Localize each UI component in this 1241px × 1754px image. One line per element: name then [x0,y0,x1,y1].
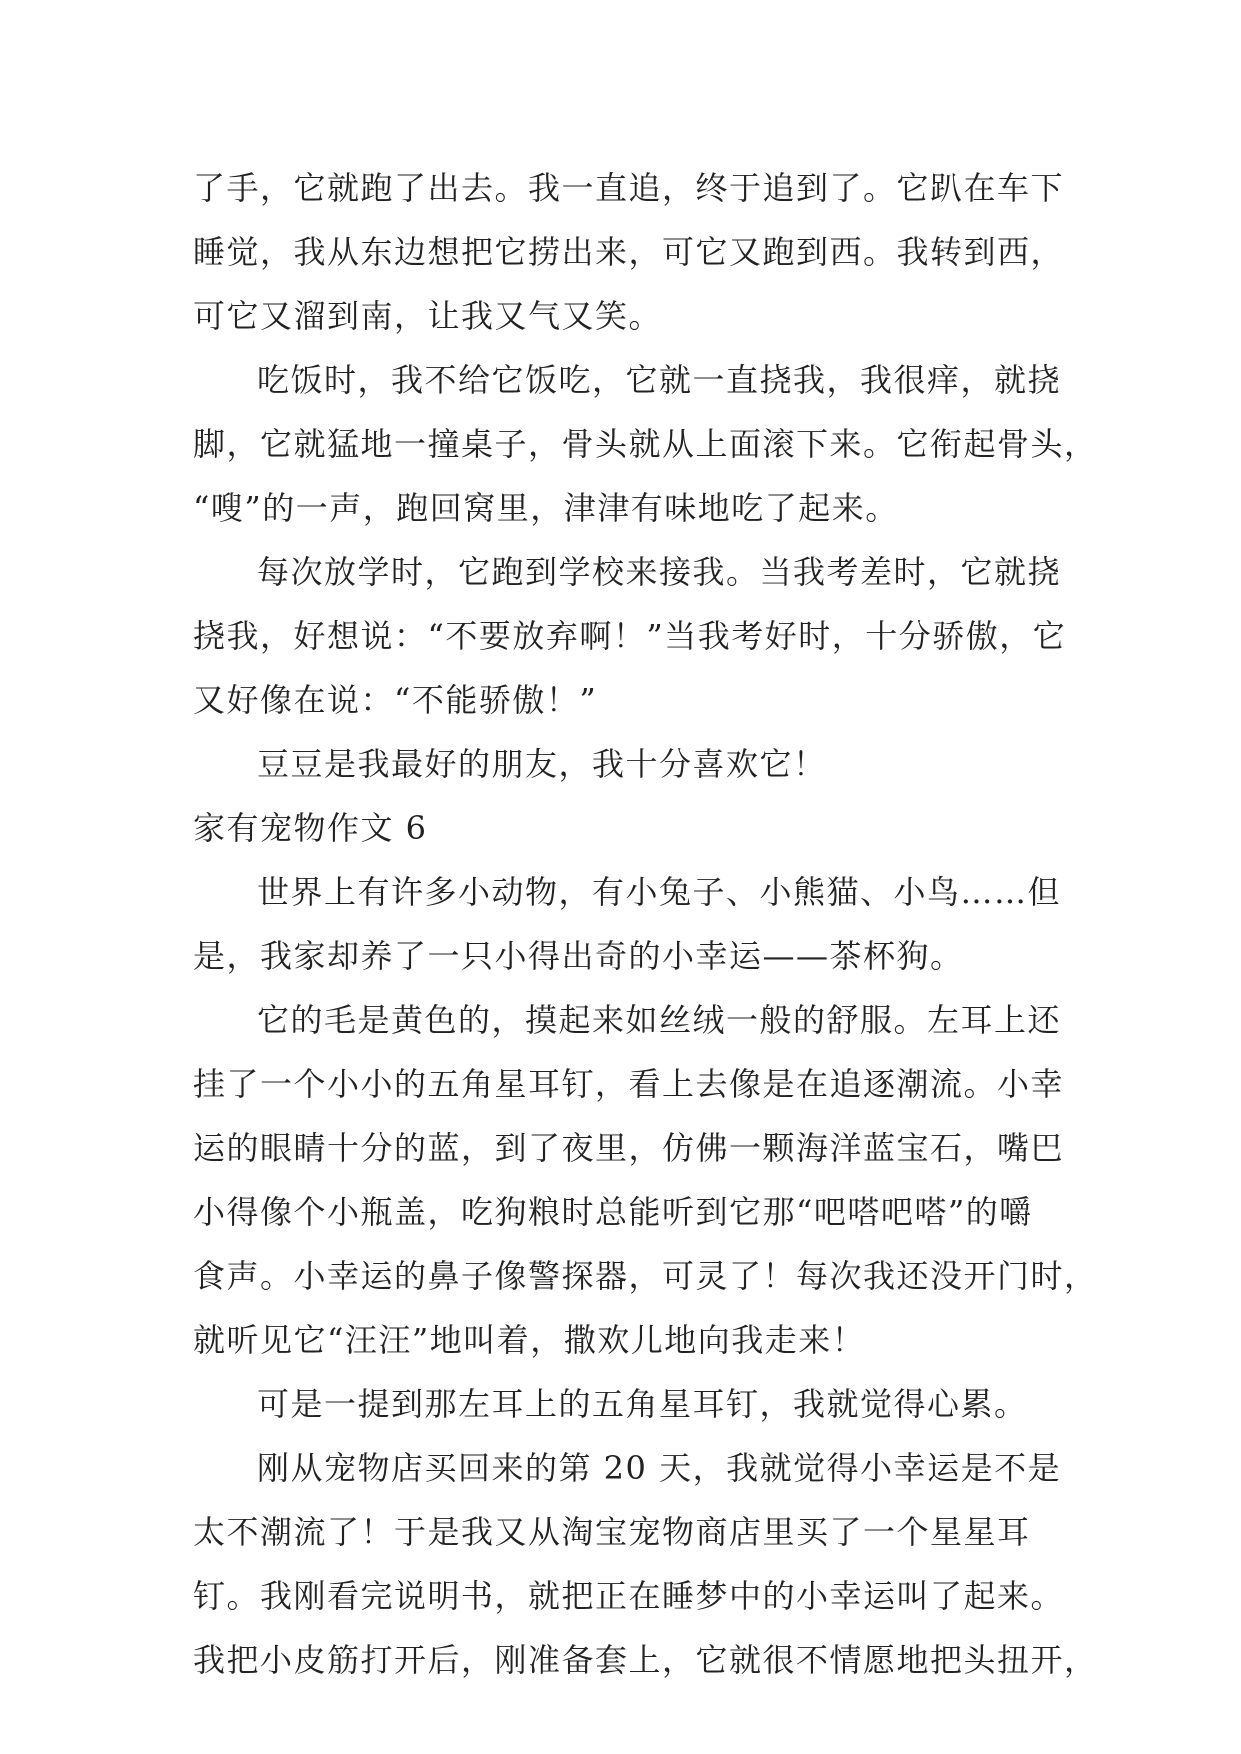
text-line: 世界上有许多小动物，有小兔子、小熊猫、小鸟……但 [257,873,1062,911]
text-line: 家有宠物作文 6 [193,809,428,847]
text-line: 小得像个小瓶盖，吃狗粮时总能听到它那“吧嗒吧嗒”的嚼 [193,1193,1033,1231]
text-line: 太不潮流了！于是我又从淘宝宠物商店里买了一个星星耳 [193,1513,1031,1551]
text-line: 食声。小幸运的鼻子像警探器，可灵了！每次我还没开门时， [193,1257,1098,1295]
text-line: 可它又溜到南，让我又气又笑。 [193,297,663,335]
text-line: 就听见它“汪汪”地叫着，撒欢儿地向我走来！ [193,1321,866,1359]
text-line: 可是一提到那左耳上的五角星耳钉，我就觉得心累。 [257,1385,1028,1423]
text-line: 又好像在说：“不能骄傲！” [193,681,598,719]
text-line: 刚从宠物店买回来的第 20 天，我就觉得小幸运是不是 [257,1449,1062,1487]
text-line: 豆豆是我最好的朋友，我十分喜欢它！ [257,745,827,783]
text-line: 睡觉，我从东边想把它捞出来，可它又跑到西。我转到西， [193,233,1065,271]
text-line: 我把小皮筋打开后，刚准备套上，它就很不情愿地把头扭开， [193,1641,1098,1679]
text-line: “嗖”的一声，跑回窝里，津津有味地吃了起来。 [193,489,899,527]
text-line: 是，我家却养了一只小得出奇的小幸运——茶杯狗。 [193,937,964,975]
text-line: 了手，它就跑了出去。我一直追，终于追到了。它趴在车下 [193,169,1065,207]
text-line: 挂了一个小小的五角星耳钉，看上去像是在追逐潮流。小幸 [193,1065,1065,1103]
text-line: 吃饭时，我不给它饭吃，它就一直挠我，我很痒，就挠 [257,361,1062,399]
document-body [193,156,1098,1692]
text-line: 挠我，好想说：“不要放弃啊！”当我考好时，十分骄傲，它 [193,617,1067,655]
text-line: 每次放学时，它跑到学校来接我。当我考差时，它就挠 [257,553,1062,591]
text-line: 运的眼睛十分的蓝，到了夜里，仿佛一颗海洋蓝宝石，嘴巴 [193,1129,1065,1167]
text-line: 它的毛是黄色的，摸起来如丝绒一般的舒服。左耳上还 [257,1001,1062,1039]
text-line: 钉。我刚看完说明书，就把正在睡梦中的小幸运叫了起来。 [193,1577,1065,1615]
text-line: 脚，它就猛地一撞桌子，骨头就从上面滚下来。它衔起骨头， [193,425,1098,463]
